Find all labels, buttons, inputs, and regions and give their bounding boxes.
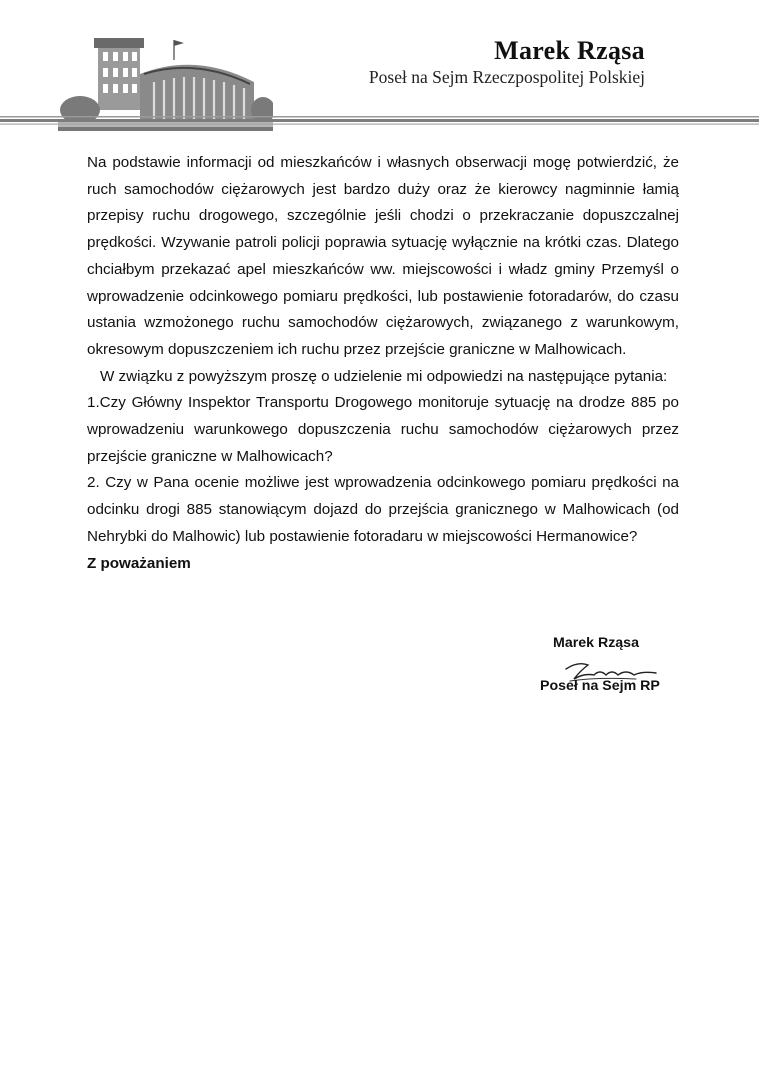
author-name: Marek Rząsa [494,36,645,65]
signature-name: Marek Rząsa [553,635,639,651]
question-2: 2. Czy w Pana ocenie możliwe jest wprowadzenia odcinkowego pomiaru prędkości na odcinku drogi 885 stanowiącym dojazd do przejścia granicznego w Malhowicach (od Nehrybki do Malhowic) lub postawienie fotoradaru w miejscowości Hermanowice? [87,474,679,545]
author-subtitle: Poseł na Sejm Rzeczpospolitej Polskiej [368,67,645,87]
header-rule [0,113,759,127]
paragraph-1: Na podstawie informacji od mieszkańców i własnych obserwacji mogę potwierdzić, że ruch samochodów ciężarowych jest bardzo duży oraz że kierowcy nagminnie łamią przepisy ruchu drogowego, szczególnie jeśli chodzi o przekraczanie dopuszczalnej prędkości. Wzywanie patroli policji poprawia sytuację wyłącznie na krótki czas. Dlatego chciałbym przekazać apel mieszkańców ww. miejscowości i władz gminy Przemyśl o wprowadzenie odcinkowego pomiaru prędkości, lub postawienie fotoradarów, do czasu ustania wzmożonego ruchu samochodów ciężarowych, związanego z warunkowym, okresowym dopuszczeniem ich ruchu przez przejście graniczne w Malhowicach. [87,154,679,358]
letter-body [87,150,679,577]
question-1: 1.Czy Główny Inspektor Transportu Drogowego monitoruje sytuację na drodze 885 po wprowadzeniu warunkowego dopuszczenia ruchu samochodów ciężarowych przez przejście graniczne w Malhowicach? [87,394,679,465]
paragraph-2: W związku z powyższym proszę o udzielenie mi odpowiedzi na następujące pytania: [100,367,668,385]
closing-line: Z poważaniem [87,554,191,572]
signature-title: Poseł na Sejm RP [540,678,660,694]
